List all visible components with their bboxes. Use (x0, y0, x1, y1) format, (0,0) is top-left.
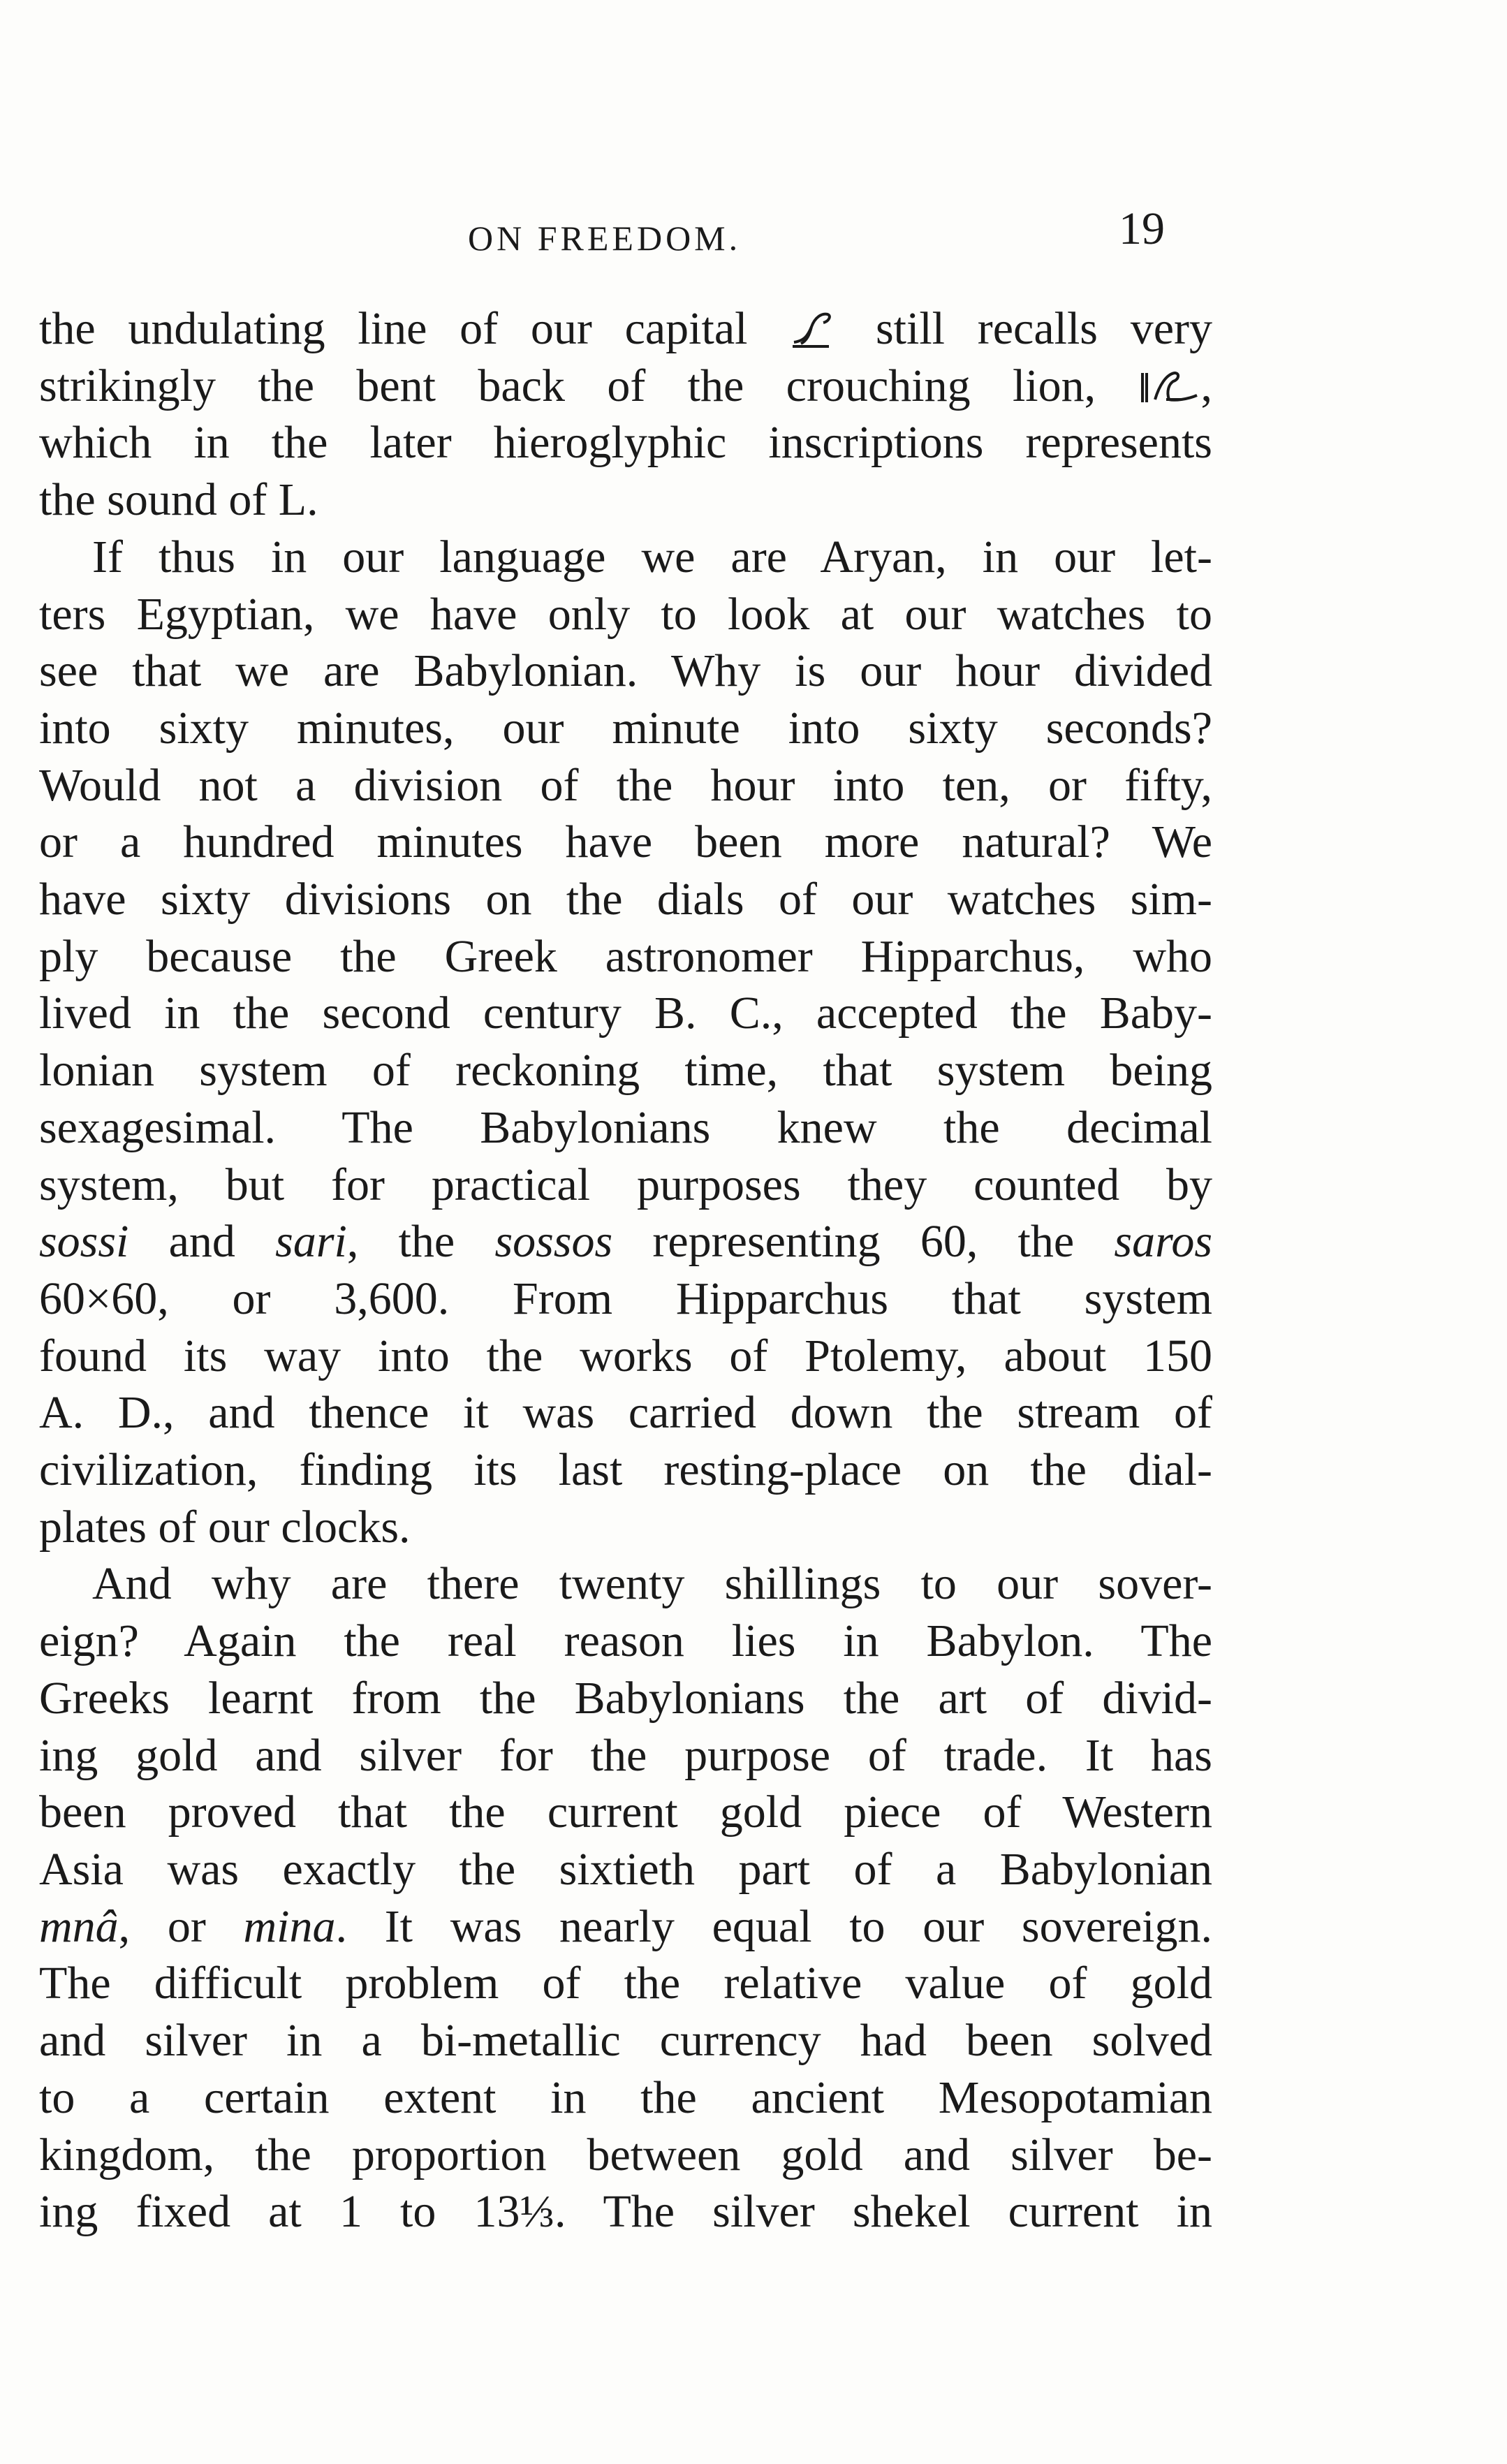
page-header (0, 203, 1507, 265)
text-line-8: into sixty minutes, our minute into sixty seconds? (39, 702, 1212, 754)
page-number: 19 (1119, 203, 1165, 254)
body-text (39, 300, 1212, 2241)
text-line-21: civilization, finding its last resting-place on the dial- (39, 1444, 1212, 1496)
text-line-12: ply because the Greek astronomer Hipparchus, who (39, 930, 1212, 982)
text-line-16: system, but for practical purposes they counted by (39, 1159, 1212, 1210)
text-line-2: strikingly the bent back of the crouching lion, , (39, 360, 1212, 411)
text-line-29: mnâ, or mina. It was nearly equal to our sovereign. (39, 1900, 1212, 1952)
text-line-15: sexagesimal. The Babylonians knew the decimal (39, 1101, 1212, 1153)
text-line-18: 60×60, or 3,600. From Hipparchus that system (39, 1273, 1212, 1324)
text-line-22: plates of our clocks. (39, 1501, 411, 1553)
text-line-26: ing gold and silver for the purpose of trade. It has (39, 1729, 1212, 1781)
running-head: ON FREEDOM. (468, 219, 742, 258)
text-line-34: ing fixed at 1 to 13⅓. The silver shekel current in (39, 2186, 1212, 2238)
text-line-19: found its way into the works of Ptolemy, about 150 (39, 1330, 1212, 1381)
text-line-28: Asia was exactly the sixtieth part of a Babylonian (39, 1843, 1212, 1895)
text-line-5: If thus in our language we are Aryan, in our let- (92, 531, 1212, 582)
text-line-14: lonian system of reckoning time, that system being (39, 1045, 1212, 1097)
text-line-27: been proved that the current gold piece of Western (39, 1787, 1212, 1838)
text-line-10: or a hundred minutes have been more natural? We (39, 816, 1212, 868)
text-line-9: Would not a division of the hour into ten, or fifty, (39, 759, 1212, 811)
text-line-30: The difficult problem of the relative value of gold (39, 1958, 1212, 2009)
script-capital-l-icon (780, 306, 843, 348)
text-line-32: to a certain extent in the ancient Mesopotamian (39, 2071, 1212, 2123)
text-line-4: the sound of L. (39, 474, 318, 526)
text-line-6: ters Egyptian, we have only to look at our watches to (39, 588, 1212, 640)
text-line-31: and silver in a bi-metallic currency had been solved (39, 2015, 1212, 2067)
text-line-25: Greeks learnt from the Babylonians the art of divid- (39, 1672, 1212, 1724)
text-line-24: eign? Again the real reason lies in Babylon. The (39, 1615, 1212, 1667)
text-line-23: And why are there twenty shillings to our sover- (92, 1558, 1212, 1610)
text-line-33: kingdom, the proportion between gold and silver be- (39, 2129, 1212, 2180)
text-line-3: which in the later hieroglyphic inscriptions represents (39, 417, 1212, 469)
text-line-7: see that we are Babylonian. Why is our hour divided (39, 645, 1212, 697)
text-line-11: have sixty divisions on the dials of our watches sim- (39, 874, 1212, 925)
text-line-13: lived in the second century B. C., accepted the Baby- (39, 988, 1212, 1039)
hieroglyph-crouching-lion-icon (1138, 363, 1201, 405)
text-line-1: the undulating line of our capital still recalls very (39, 303, 1212, 354)
text-line-17: sossi and sari, the sossos representing 60, the saros (39, 1216, 1213, 1268)
text-line-20: A. D., and thence it was carried down the stream of (39, 1387, 1212, 1439)
